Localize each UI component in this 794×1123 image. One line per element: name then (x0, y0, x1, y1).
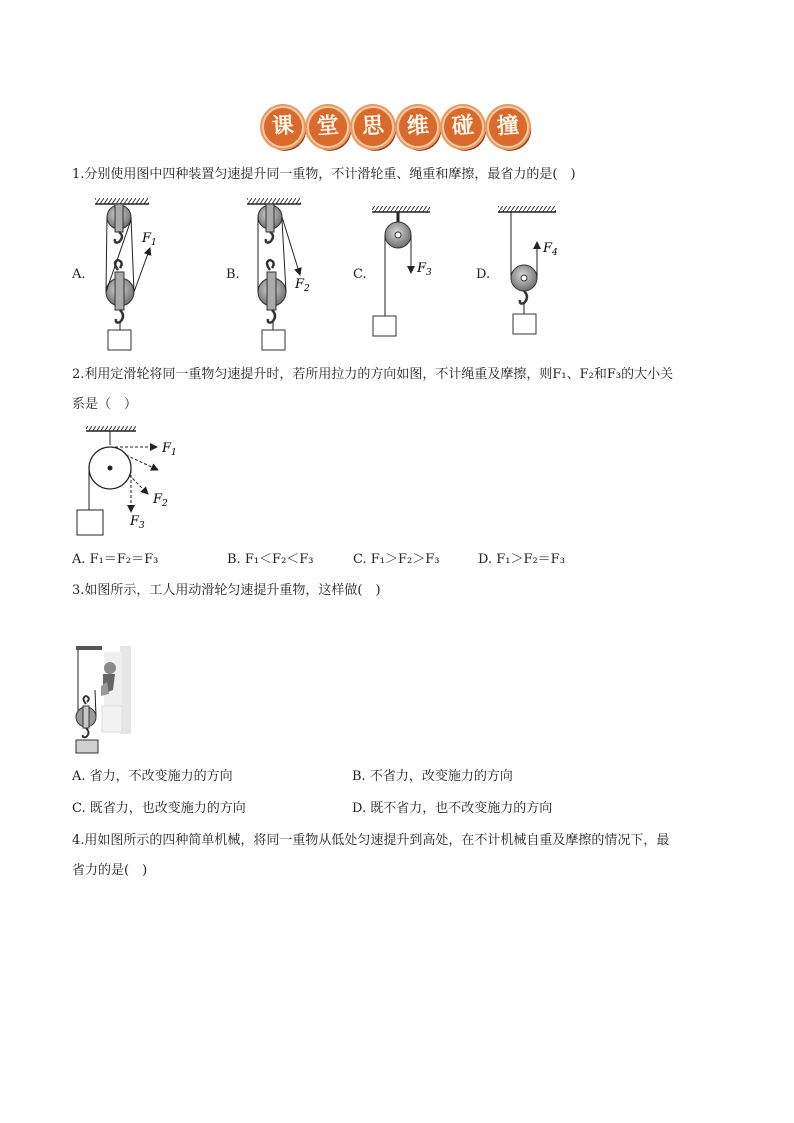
q2-force-label-f2: $F_2$ (153, 492, 168, 509)
section-title-banner (262, 102, 532, 150)
q2-force-label-f3: $F_3$ (130, 514, 145, 531)
q2-force-label-f1: $F_1$ (162, 441, 177, 458)
q3-option-d: D. 既不省力，也不改变施力的方向 (352, 801, 553, 816)
q1-figure-a (95, 198, 157, 350)
title-char: 维 (396, 105, 441, 150)
question-2-stem-line1: 2.利用定滑轮将同一重物匀速提升时，若所用拉力的方向如图，不计绳重及摩擦，则F₁、F₂和F₃的大小关 (72, 367, 674, 382)
q2-option-c: C. F₁＞F₂＞F₃ (353, 552, 440, 567)
q1-option-c-label: C. (353, 267, 367, 282)
force-label-f3: $F_3$ (417, 261, 432, 278)
q2-option-a: A. F₁＝F₂＝F₃ (72, 552, 159, 567)
q1-figure-b (247, 198, 310, 350)
question-3-stem: 3.如图所示，工人用动滑轮匀速提升重物，这样做( ) (72, 583, 381, 598)
q1-option-a-label: A. (72, 267, 86, 282)
q1-figure-c (372, 206, 432, 336)
q2-option-d: D. F₁＞F₂＝F₃ (478, 552, 565, 567)
q1-pulley-figures (85, 190, 565, 356)
q3-worker-pulley-figure (70, 640, 134, 758)
q2-option-b: B. F₁＜F₂＜F₃ (227, 552, 314, 567)
q1-option-b-label: B. (226, 267, 240, 282)
q1-figure-d (498, 206, 558, 334)
q2-fixed-pulley-figure (74, 420, 204, 540)
force-label-f2: $F_2$ (295, 277, 310, 294)
q1-option-d-label: D. (476, 267, 491, 282)
q3-option-a: A. 省力，不改变施力的方向 (72, 769, 233, 784)
force-label-f4: $F_4$ (543, 241, 558, 258)
title-char: 碰 (441, 105, 486, 150)
q3-option-c: C. 既省力，也改变施力的方向 (72, 801, 246, 816)
question-1-stem: 1.分别使用图中四种装置匀速提升同一重物，不计滑轮重、绳重和摩擦，最省力的是( ) (72, 167, 576, 182)
title-char: 课 (261, 105, 306, 150)
question-4-stem-line2: 省力的是( ) (72, 863, 148, 878)
question-4-stem-line1: 4.用如图所示的四种简单机械，将同一重物从低处匀速提升到高处，在不计机械自重及摩擦的情况下，最 (72, 833, 670, 848)
force-label-f1: $F_1$ (142, 231, 157, 248)
question-2-stem-line2: 系是（ ） (72, 397, 138, 412)
title-char: 堂 (306, 105, 351, 150)
title-char: 撞 (486, 105, 531, 150)
title-char: 思 (351, 105, 396, 150)
q3-option-b: B. 不省力，改变施力的方向 (352, 769, 513, 784)
